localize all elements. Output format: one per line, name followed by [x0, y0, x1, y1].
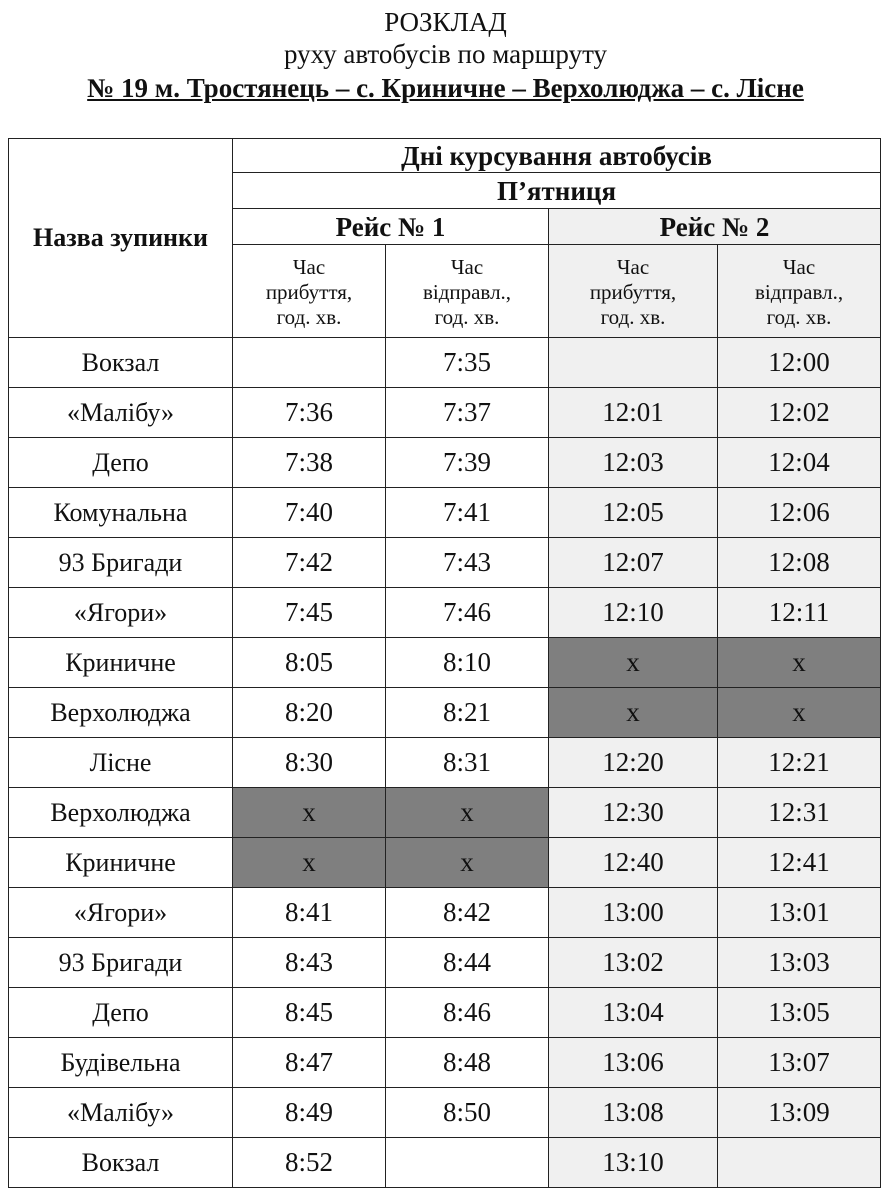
stop-name-cell: Криничне [9, 838, 233, 888]
no-stop-cell: х [386, 788, 549, 838]
day-name: П’ятниця [233, 173, 881, 209]
days-header: Дні курсування автобусів [233, 139, 881, 173]
schedule-table [8, 138, 881, 1188]
table-row [9, 938, 881, 988]
stop-name-cell: «Малібу» [9, 1088, 233, 1138]
departure-time-cell: 12:00 [718, 338, 881, 388]
arrival-time-cell: 8:45 [233, 988, 386, 1038]
departure-time-cell: 12:08 [718, 538, 881, 588]
table-row [9, 1038, 881, 1088]
table-row [9, 788, 881, 838]
arrival-time-cell [549, 338, 718, 388]
arrival-time-cell: 12:20 [549, 738, 718, 788]
departure-time-cell: 13:01 [718, 888, 881, 938]
arrival-time-cell: 8:43 [233, 938, 386, 988]
arrival-time-cell: 8:30 [233, 738, 386, 788]
departure-time-cell: 12:41 [718, 838, 881, 888]
departure-time-cell: 7:39 [386, 438, 549, 488]
arrival-time-cell: 12:03 [549, 438, 718, 488]
table-row [9, 988, 881, 1038]
stop-name-cell: Криничне [9, 638, 233, 688]
arrival-time-cell: 8:41 [233, 888, 386, 938]
departure-time-cell: 13:07 [718, 1038, 881, 1088]
arrival-time-cell: 13:00 [549, 888, 718, 938]
arrival-time-cell: 7:42 [233, 538, 386, 588]
departure-time-cell: 8:42 [386, 888, 549, 938]
departure-time-cell: 7:41 [386, 488, 549, 538]
trip-1-header: Рейс № 1 [233, 209, 549, 245]
table-row [9, 888, 881, 938]
page-subtitle: руху автобусів по маршруту [283, 39, 608, 69]
departure-time-cell: 7:35 [386, 338, 549, 388]
arrival-time-cell: 12:01 [549, 388, 718, 438]
stop-name-cell: Верхолюджа [9, 688, 233, 738]
departure-time-cell: 8:48 [386, 1038, 549, 1088]
arrival-time-cell: 12:07 [549, 538, 718, 588]
departure-time-cell: 8:21 [386, 688, 549, 738]
table-row [9, 388, 881, 438]
departure-time-cell: 8:50 [386, 1088, 549, 1138]
table-row [9, 538, 881, 588]
stop-name-cell: Будівельна [9, 1038, 233, 1088]
schedule-header [0, 0, 891, 106]
arrival-time-cell [233, 338, 386, 388]
stop-name-header: Назва зупинки [9, 139, 233, 338]
departure-time-cell [718, 1138, 881, 1188]
arrival-time-cell: 12:05 [549, 488, 718, 538]
stop-name-cell: 93 Бригади [9, 538, 233, 588]
arrival-time-cell: 8:05 [233, 638, 386, 688]
table-row [9, 588, 881, 638]
departure-time-cell: 7:37 [386, 388, 549, 438]
no-stop-cell: х [549, 638, 718, 688]
departure-time-cell: 13:03 [718, 938, 881, 988]
departure-time-cell: 12:02 [718, 388, 881, 438]
departure-time-cell: 8:10 [386, 638, 549, 688]
stop-name-cell: Комунальна [9, 488, 233, 538]
table-row [9, 1138, 881, 1188]
departure-time-cell [386, 1138, 549, 1188]
stop-name-cell: Вокзал [9, 338, 233, 388]
stop-name-cell: «Ягори» [9, 888, 233, 938]
table-row [9, 738, 881, 788]
stop-name-cell: Верхолюджа [9, 788, 233, 838]
departure-time-cell: 12:06 [718, 488, 881, 538]
table-row [9, 488, 881, 538]
departure-time-cell: 13:05 [718, 988, 881, 1038]
route-title: № 19 м. Тростянець – с. Криничне – Верхолюджа – с. Лісне [87, 73, 804, 103]
departure-time-cell: 8:31 [386, 738, 549, 788]
col-header-departure: Час відправл., год. хв. [386, 245, 549, 338]
arrival-time-cell: 8:20 [233, 688, 386, 738]
trip-2-header: Рейс № 2 [549, 209, 881, 245]
table-row [9, 338, 881, 388]
departure-time-cell: 7:46 [386, 588, 549, 638]
departure-time-cell: 12:21 [718, 738, 881, 788]
schedule-rows [9, 338, 881, 1188]
arrival-time-cell: 8:49 [233, 1088, 386, 1138]
page-title: РОЗКЛАД [384, 7, 507, 37]
departure-time-cell: 12:31 [718, 788, 881, 838]
arrival-time-cell: 13:04 [549, 988, 718, 1038]
arrival-time-cell: 7:45 [233, 588, 386, 638]
arrival-time-cell: 13:06 [549, 1038, 718, 1088]
stop-name-cell: Вокзал [9, 1138, 233, 1188]
no-stop-cell: х [718, 638, 881, 688]
arrival-time-cell: 7:40 [233, 488, 386, 538]
arrival-time-cell: 12:30 [549, 788, 718, 838]
stop-name-cell: Депо [9, 988, 233, 1038]
departure-time-cell: 13:09 [718, 1088, 881, 1138]
stop-name-cell: Лісне [9, 738, 233, 788]
arrival-time-cell: 13:08 [549, 1088, 718, 1138]
departure-time-cell: 12:04 [718, 438, 881, 488]
stop-name-cell: Депо [9, 438, 233, 488]
arrival-time-cell: 8:52 [233, 1138, 386, 1188]
table-row [9, 838, 881, 888]
no-stop-cell: х [718, 688, 881, 738]
arrival-time-cell: 12:10 [549, 588, 718, 638]
table-row [9, 638, 881, 688]
col-header-departure: Час відправл., год. хв. [718, 245, 881, 338]
table-row [9, 1088, 881, 1138]
no-stop-cell: х [549, 688, 718, 738]
stop-name-cell: «Ягори» [9, 588, 233, 638]
table-row [9, 438, 881, 488]
col-header-arrival: Час прибуття, год. хв. [549, 245, 718, 338]
no-stop-cell: х [233, 838, 386, 888]
no-stop-cell: х [233, 788, 386, 838]
col-header-arrival: Час прибуття, год. хв. [233, 245, 386, 338]
stop-name-cell: 93 Бригади [9, 938, 233, 988]
stop-name-cell: «Малібу» [9, 388, 233, 438]
table-row [9, 688, 881, 738]
arrival-time-cell: 7:36 [233, 388, 386, 438]
departure-time-cell: 8:44 [386, 938, 549, 988]
no-stop-cell: х [386, 838, 549, 888]
departure-time-cell: 8:46 [386, 988, 549, 1038]
departure-time-cell: 7:43 [386, 538, 549, 588]
arrival-time-cell: 12:40 [549, 838, 718, 888]
arrival-time-cell: 13:10 [549, 1138, 718, 1188]
arrival-time-cell: 13:02 [549, 938, 718, 988]
departure-time-cell: 12:11 [718, 588, 881, 638]
arrival-time-cell: 8:47 [233, 1038, 386, 1088]
arrival-time-cell: 7:38 [233, 438, 386, 488]
